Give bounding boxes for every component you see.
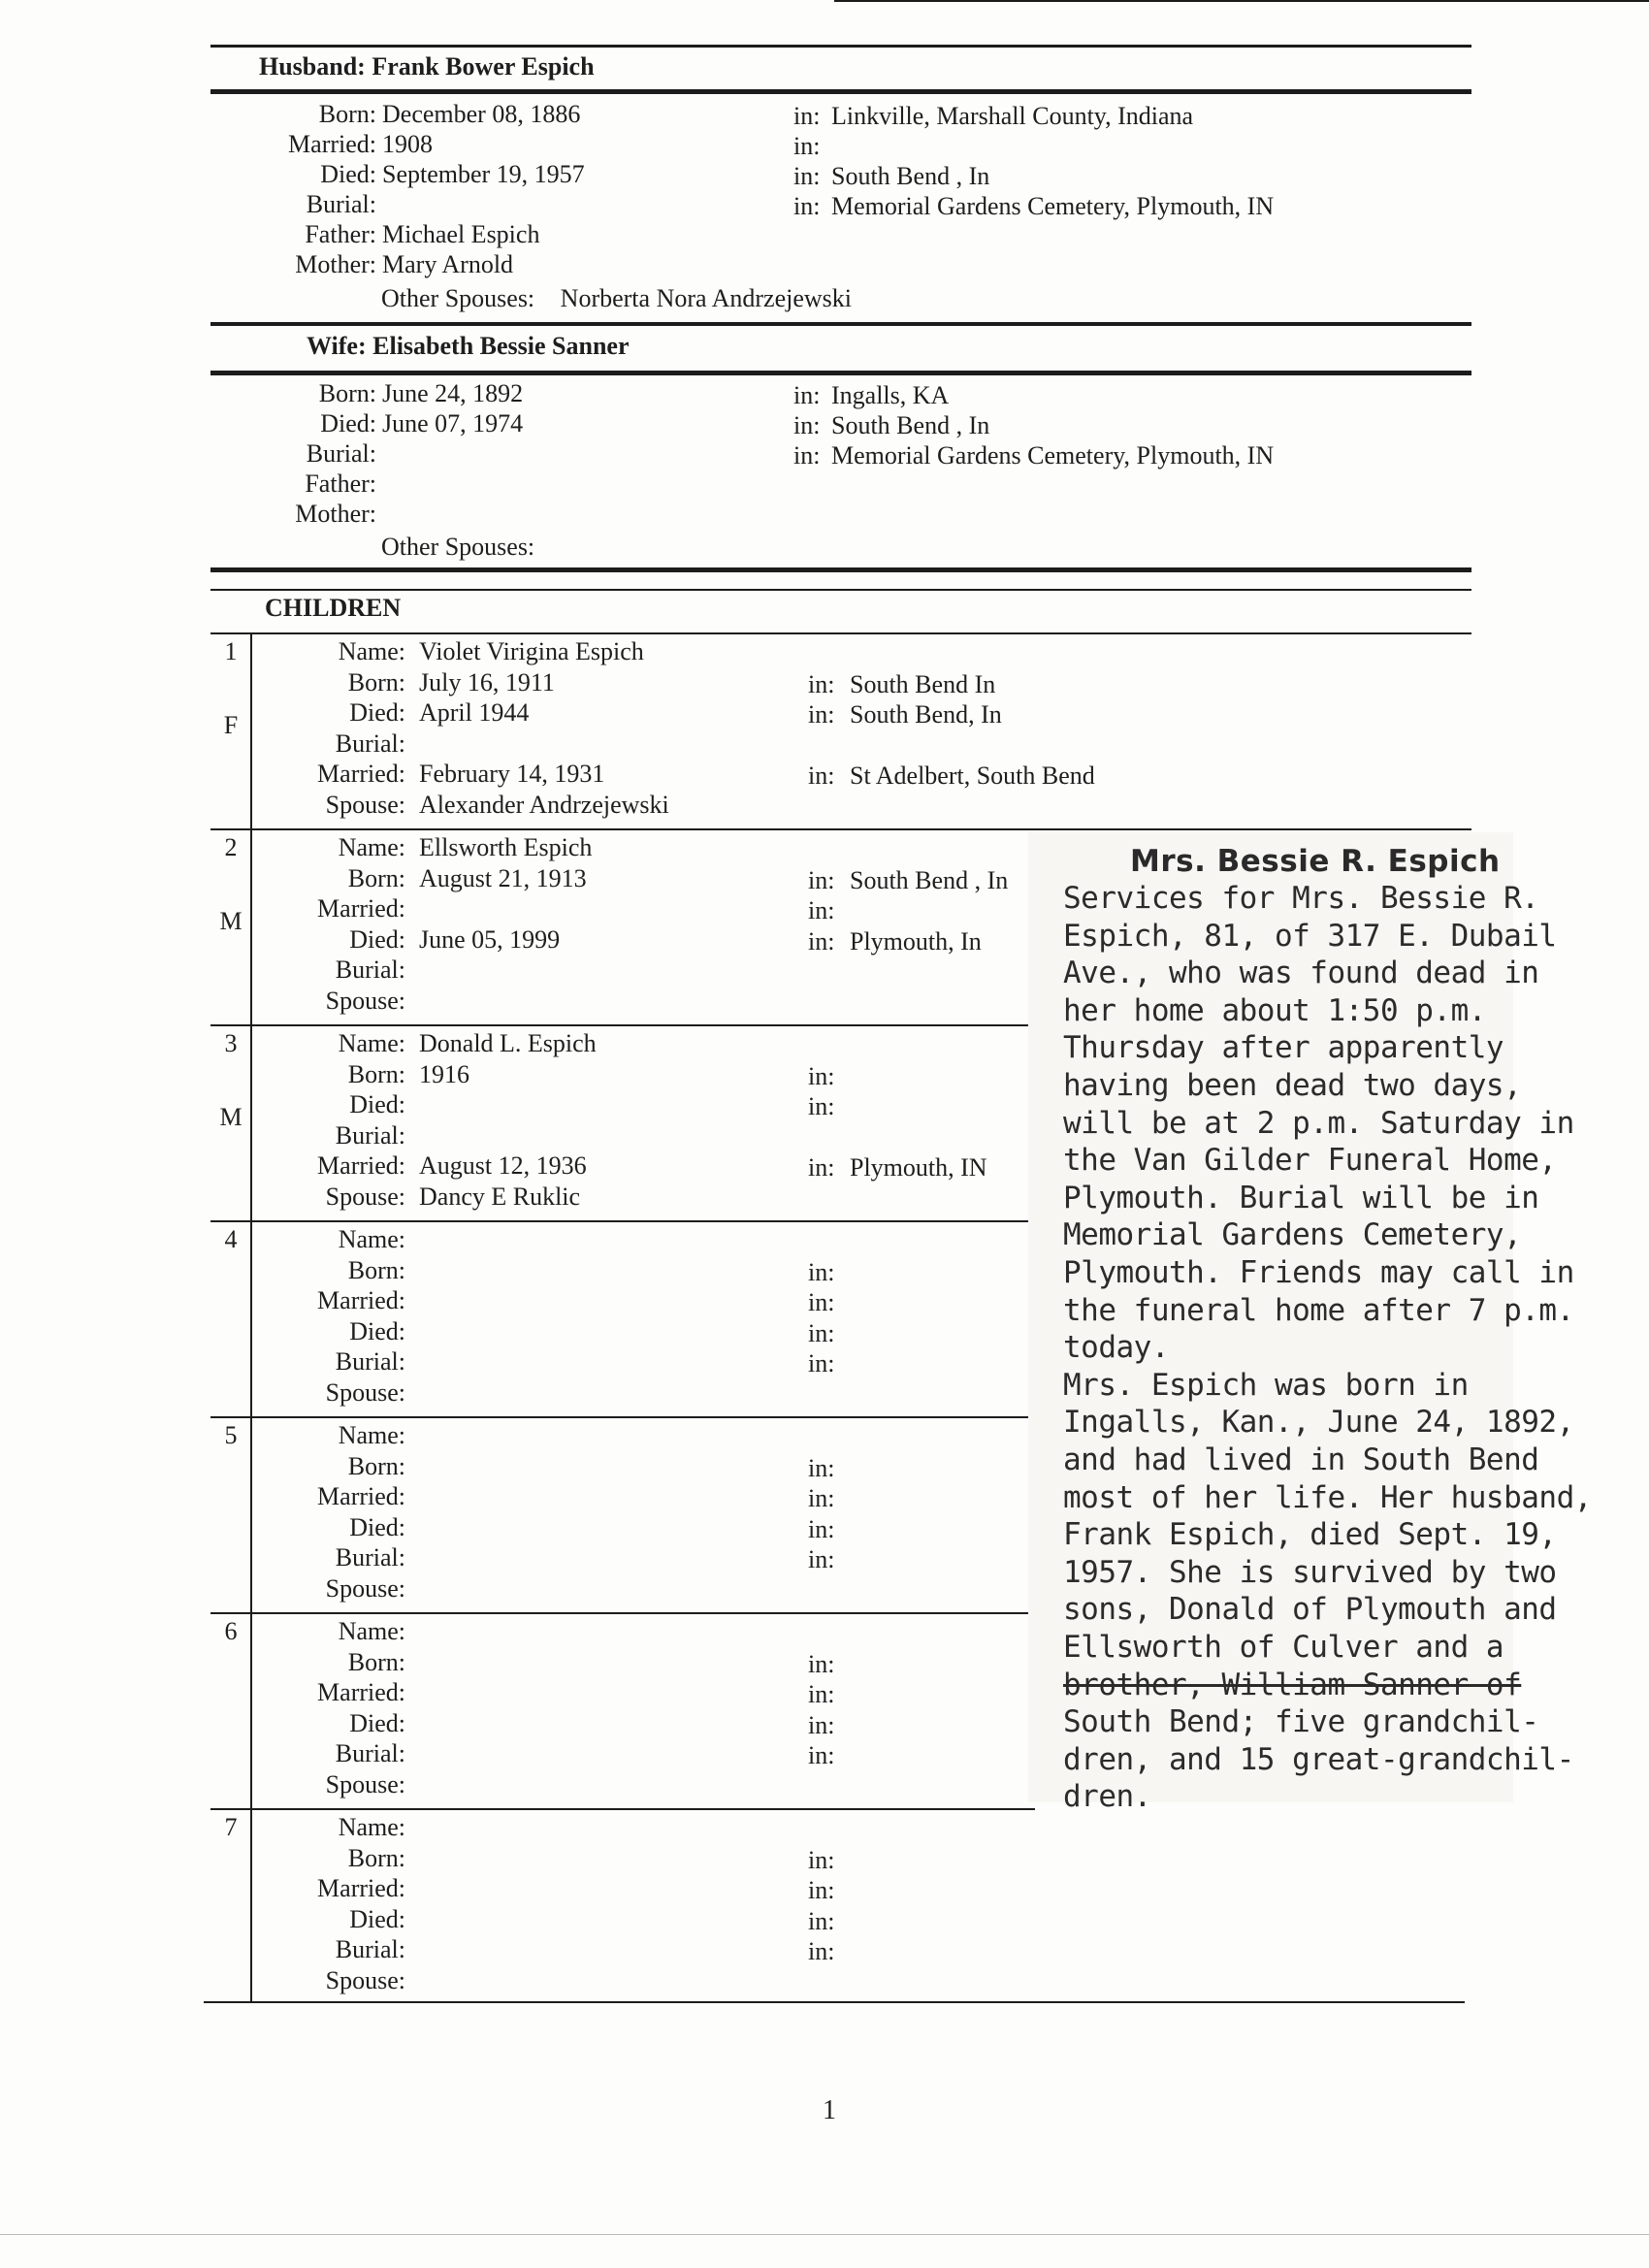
place-value: South Bend , In <box>831 411 990 439</box>
field-label: Married: <box>317 894 405 923</box>
place-value: South Bend , In <box>850 865 1009 894</box>
place-label: in: <box>808 1092 835 1120</box>
field-value: Violet Virigina Espich <box>419 637 644 665</box>
field-label: Born: <box>347 1843 405 1872</box>
child-separator-rule <box>210 1220 1035 1222</box>
place-label: in: <box>808 669 835 698</box>
obituary-text-line: brother, William Sanner of <box>1063 1667 1522 1702</box>
field-label: Burial: <box>335 1347 405 1376</box>
children-heading-rule <box>210 632 1471 634</box>
place-value: Linkville, Marshall County, Indiana <box>831 102 1194 130</box>
field-value: Michael Espich <box>382 220 540 248</box>
other-spouses-label: Other Spouses: <box>381 533 535 561</box>
place-label: in: <box>808 896 835 924</box>
field-label: Spouse: <box>325 790 405 819</box>
page-bottom-edge <box>0 2234 1649 2235</box>
place-label: in: <box>808 1680 835 1708</box>
place-label: in: <box>808 1484 835 1512</box>
obituary-text-line: Ellsworth of Culver and a <box>1063 1630 1504 1665</box>
field-label: Burial: <box>335 956 405 984</box>
obituary-text-line: Ave., who was found dead in <box>1063 956 1539 991</box>
place-label: in: <box>808 1453 835 1482</box>
obituary-text-line: sons, Donald of Plymouth and <box>1063 1592 1557 1628</box>
field-label: Married: <box>317 1482 405 1510</box>
field-label: Name: <box>338 1029 405 1057</box>
child-number: 4 <box>224 1225 238 1253</box>
field-label: Born: <box>347 667 405 697</box>
field-value: February 14, 1931 <box>419 760 605 788</box>
obituary-text-line: most of her life. Her husband, <box>1063 1479 1592 1515</box>
field-label: Spouse: <box>325 986 405 1015</box>
place-value: St Adelbert, South Bend <box>850 761 1095 790</box>
field-label: Spouse: <box>325 1573 405 1603</box>
field-label: Name: <box>338 1617 405 1645</box>
child-number: 5 <box>224 1421 238 1449</box>
field-value: April 1944 <box>419 698 530 727</box>
field-value: August 12, 1936 <box>419 1151 587 1180</box>
field-label: Born: <box>318 379 376 407</box>
child-separator-rule <box>210 1808 1035 1810</box>
place-value: Plymouth, In <box>850 926 982 956</box>
field-value: 1908 <box>382 130 433 158</box>
place-label: in: <box>808 1318 835 1347</box>
field-label: Mother: <box>295 250 376 278</box>
obituary-text-line: the Van Gilder Funeral Home, <box>1063 1143 1557 1179</box>
field-label: Burial: <box>306 439 376 468</box>
field-label: Died: <box>349 698 405 727</box>
field-value: Donald L. Espich <box>419 1029 597 1057</box>
obituary-text-line: her home about 1:50 p.m. <box>1063 992 1486 1028</box>
place-label: in: <box>808 1349 835 1377</box>
obituary-text-line: dren, and 15 great-grandchil- <box>1063 1741 1574 1777</box>
field-label: Married: <box>317 1286 405 1314</box>
place-label: in: <box>808 1845 835 1874</box>
place-label: in: <box>793 102 821 130</box>
children-heading: CHILDREN <box>265 594 402 622</box>
obituary-title: Mrs. Bessie R. Espich <box>1130 844 1501 879</box>
field-value: 1916 <box>419 1059 469 1088</box>
field-label: Married: <box>317 760 405 788</box>
place-label: in: <box>808 1061 835 1090</box>
place-label: in: <box>808 1710 835 1739</box>
other-spouses-label: Other Spouses: <box>381 284 535 312</box>
field-value: September 19, 1957 <box>382 160 585 188</box>
obituary-text-line: and had lived in South Bend <box>1063 1442 1539 1477</box>
husband-heading-label: Husband: <box>259 52 366 81</box>
field-label: Burial: <box>335 1739 405 1767</box>
field-value: August 21, 1913 <box>419 863 587 892</box>
obituary-text-line: Frank Espich, died Sept. 19, <box>1063 1517 1557 1553</box>
obituary-text-line: Plymouth. Burial will be in <box>1063 1180 1539 1215</box>
field-label: Born: <box>347 1647 405 1676</box>
husband-bottom-rule <box>210 89 1471 94</box>
field-value: June 24, 1892 <box>382 379 524 407</box>
field-label: Spouse: <box>325 1377 405 1407</box>
child-separator-rule <box>210 828 1471 830</box>
child-separator-rule <box>210 1024 1035 1026</box>
place-label: in: <box>808 1937 835 1965</box>
field-label: Married: <box>317 1678 405 1706</box>
field-label: Married: <box>317 1151 405 1180</box>
place-value: Ingalls, KA <box>831 381 950 409</box>
children-bottom-rule <box>204 2001 1465 2003</box>
field-value: December 08, 1886 <box>382 100 581 128</box>
obituary-text-line: Services for Mrs. Bessie R. <box>1063 881 1539 916</box>
place-label: in: <box>808 926 835 956</box>
obituary-text-line: dren. <box>1063 1779 1151 1815</box>
field-label: Married: <box>288 130 376 158</box>
field-label: Spouse: <box>325 1965 405 1994</box>
field-label: Mother: <box>295 500 376 528</box>
obituary-clipping <box>1028 832 1592 1815</box>
field-label: Married: <box>317 1874 405 1902</box>
place-label: in: <box>808 1741 835 1769</box>
place-label: in: <box>793 132 821 160</box>
place-label: in: <box>808 1288 835 1316</box>
wife-bottom-rule <box>210 371 1471 375</box>
field-label: Father: <box>305 470 376 498</box>
place-label: in: <box>793 162 821 190</box>
children-top-rule <box>210 567 1471 572</box>
place-value: South Bend In <box>850 669 996 698</box>
field-label: Died: <box>349 1708 405 1737</box>
field-label: Spouse: <box>325 1769 405 1798</box>
field-label: Name: <box>338 1813 405 1841</box>
field-label: Born: <box>347 1451 405 1480</box>
field-value: July 16, 1911 <box>419 667 555 697</box>
field-label: Died: <box>349 1512 405 1541</box>
field-label: Died: <box>349 924 405 954</box>
field-value: June 05, 1999 <box>419 924 561 954</box>
obituary-text-line: Ingalls, Kan., June 24, 1892, <box>1063 1405 1574 1441</box>
wife-heading <box>307 332 630 361</box>
obituary-text-line: Thursday after apparently <box>1063 1030 1504 1066</box>
wife-name: Elisabeth Bessie Sanner <box>372 332 630 360</box>
field-label: Father: <box>305 220 376 248</box>
obituary-text-line: Espich, 81, of 317 E. Dubail <box>1063 918 1557 954</box>
field-label: Born: <box>347 1059 405 1088</box>
place-label: in: <box>808 1876 835 1904</box>
place-label: in: <box>793 192 821 220</box>
place-label: in: <box>808 700 835 729</box>
place-label: in: <box>808 1153 835 1182</box>
obituary-text-line: will be at 2 p.m. Saturday in <box>1063 1105 1574 1141</box>
field-label: Born: <box>318 100 376 128</box>
field-value: Mary Arnold <box>382 250 514 278</box>
field-label: Burial: <box>335 1120 405 1150</box>
field-value: Ellsworth Espich <box>419 833 593 861</box>
page-number: 1 <box>823 2095 836 2125</box>
child-separator-rule <box>210 1416 1035 1418</box>
field-label: Burial: <box>335 1935 405 1963</box>
child-number: 3 <box>224 1029 238 1057</box>
field-label: Spouse: <box>325 1182 405 1211</box>
obituary-text-line: the funeral home after 7 p.m. <box>1063 1292 1574 1328</box>
field-value: Alexander Andrzejewski <box>419 790 669 819</box>
other-spouses-value: Norberta Nora Andrzejewski <box>560 284 853 312</box>
place-label: in: <box>808 1649 835 1678</box>
obituary-text-line: Plymouth. Friends may call in <box>1063 1255 1574 1290</box>
place-label: in: <box>808 1545 835 1573</box>
place-label: in: <box>808 1514 835 1543</box>
field-label: Died: <box>320 409 376 437</box>
place-label: in: <box>793 411 821 439</box>
obituary-text-line: having been dead two days, <box>1063 1068 1522 1103</box>
obituary-text-line: Mrs. Espich was born in <box>1063 1367 1469 1403</box>
place-label: in: <box>793 441 821 470</box>
field-value: Dancy E Ruklic <box>419 1182 581 1211</box>
page-edge-line <box>834 0 1649 2</box>
place-label: in: <box>793 381 821 409</box>
place-label: in: <box>808 1257 835 1286</box>
child-sex: M <box>219 1103 242 1131</box>
child-separator-rule <box>210 1612 1035 1614</box>
place-label: in: <box>808 1906 835 1935</box>
field-label: Name: <box>338 637 405 665</box>
place-value: Memorial Gardens Cemetery, Plymouth, IN <box>831 441 1275 470</box>
obituary-text-line: 1957. She is survived by two <box>1063 1554 1557 1590</box>
child-number: 7 <box>224 1813 238 1841</box>
field-label: Burial: <box>335 729 405 758</box>
place-value: South Bend, In <box>850 700 1002 729</box>
children-sub-rule <box>210 589 1471 591</box>
child-number: 6 <box>224 1617 238 1645</box>
husband-name: Frank Bower Espich <box>372 52 595 81</box>
field-label: Burial: <box>335 1543 405 1571</box>
obituary-text-line: today. <box>1063 1330 1169 1366</box>
field-label: Name: <box>338 1421 405 1449</box>
child-sex: M <box>219 907 242 935</box>
field-label: Burial: <box>306 190 376 218</box>
place-value: South Bend , In <box>831 162 990 190</box>
field-label: Died: <box>349 1316 405 1345</box>
field-value: June 07, 1974 <box>382 409 524 437</box>
husband-top-rule <box>210 45 1471 48</box>
field-label: Died: <box>349 1090 405 1118</box>
place-value: Memorial Gardens Cemetery, Plymouth, IN <box>831 192 1275 220</box>
obituary-text-line: Memorial Gardens Cemetery, <box>1063 1217 1522 1253</box>
obituary-text-line: South Bend; five grandchil- <box>1063 1704 1539 1740</box>
field-label: Name: <box>338 833 405 861</box>
place-label: in: <box>808 761 835 790</box>
child-number: 2 <box>224 833 238 861</box>
field-label: Name: <box>338 1225 405 1253</box>
wife-heading-label: Wife: <box>307 332 367 360</box>
child-sex: F <box>223 711 239 739</box>
field-label: Born: <box>347 1255 405 1284</box>
place-label: in: <box>808 865 835 894</box>
wife-other-spouses <box>381 533 554 562</box>
field-label: Died: <box>349 1904 405 1933</box>
field-label: Died: <box>320 160 376 188</box>
wife-top-rule <box>210 322 1471 326</box>
field-label: Born: <box>347 863 405 892</box>
husband-heading <box>259 52 595 81</box>
husband-other-spouses <box>381 284 852 313</box>
child-number: 1 <box>224 637 238 665</box>
place-value: Plymouth, IN <box>850 1153 987 1182</box>
